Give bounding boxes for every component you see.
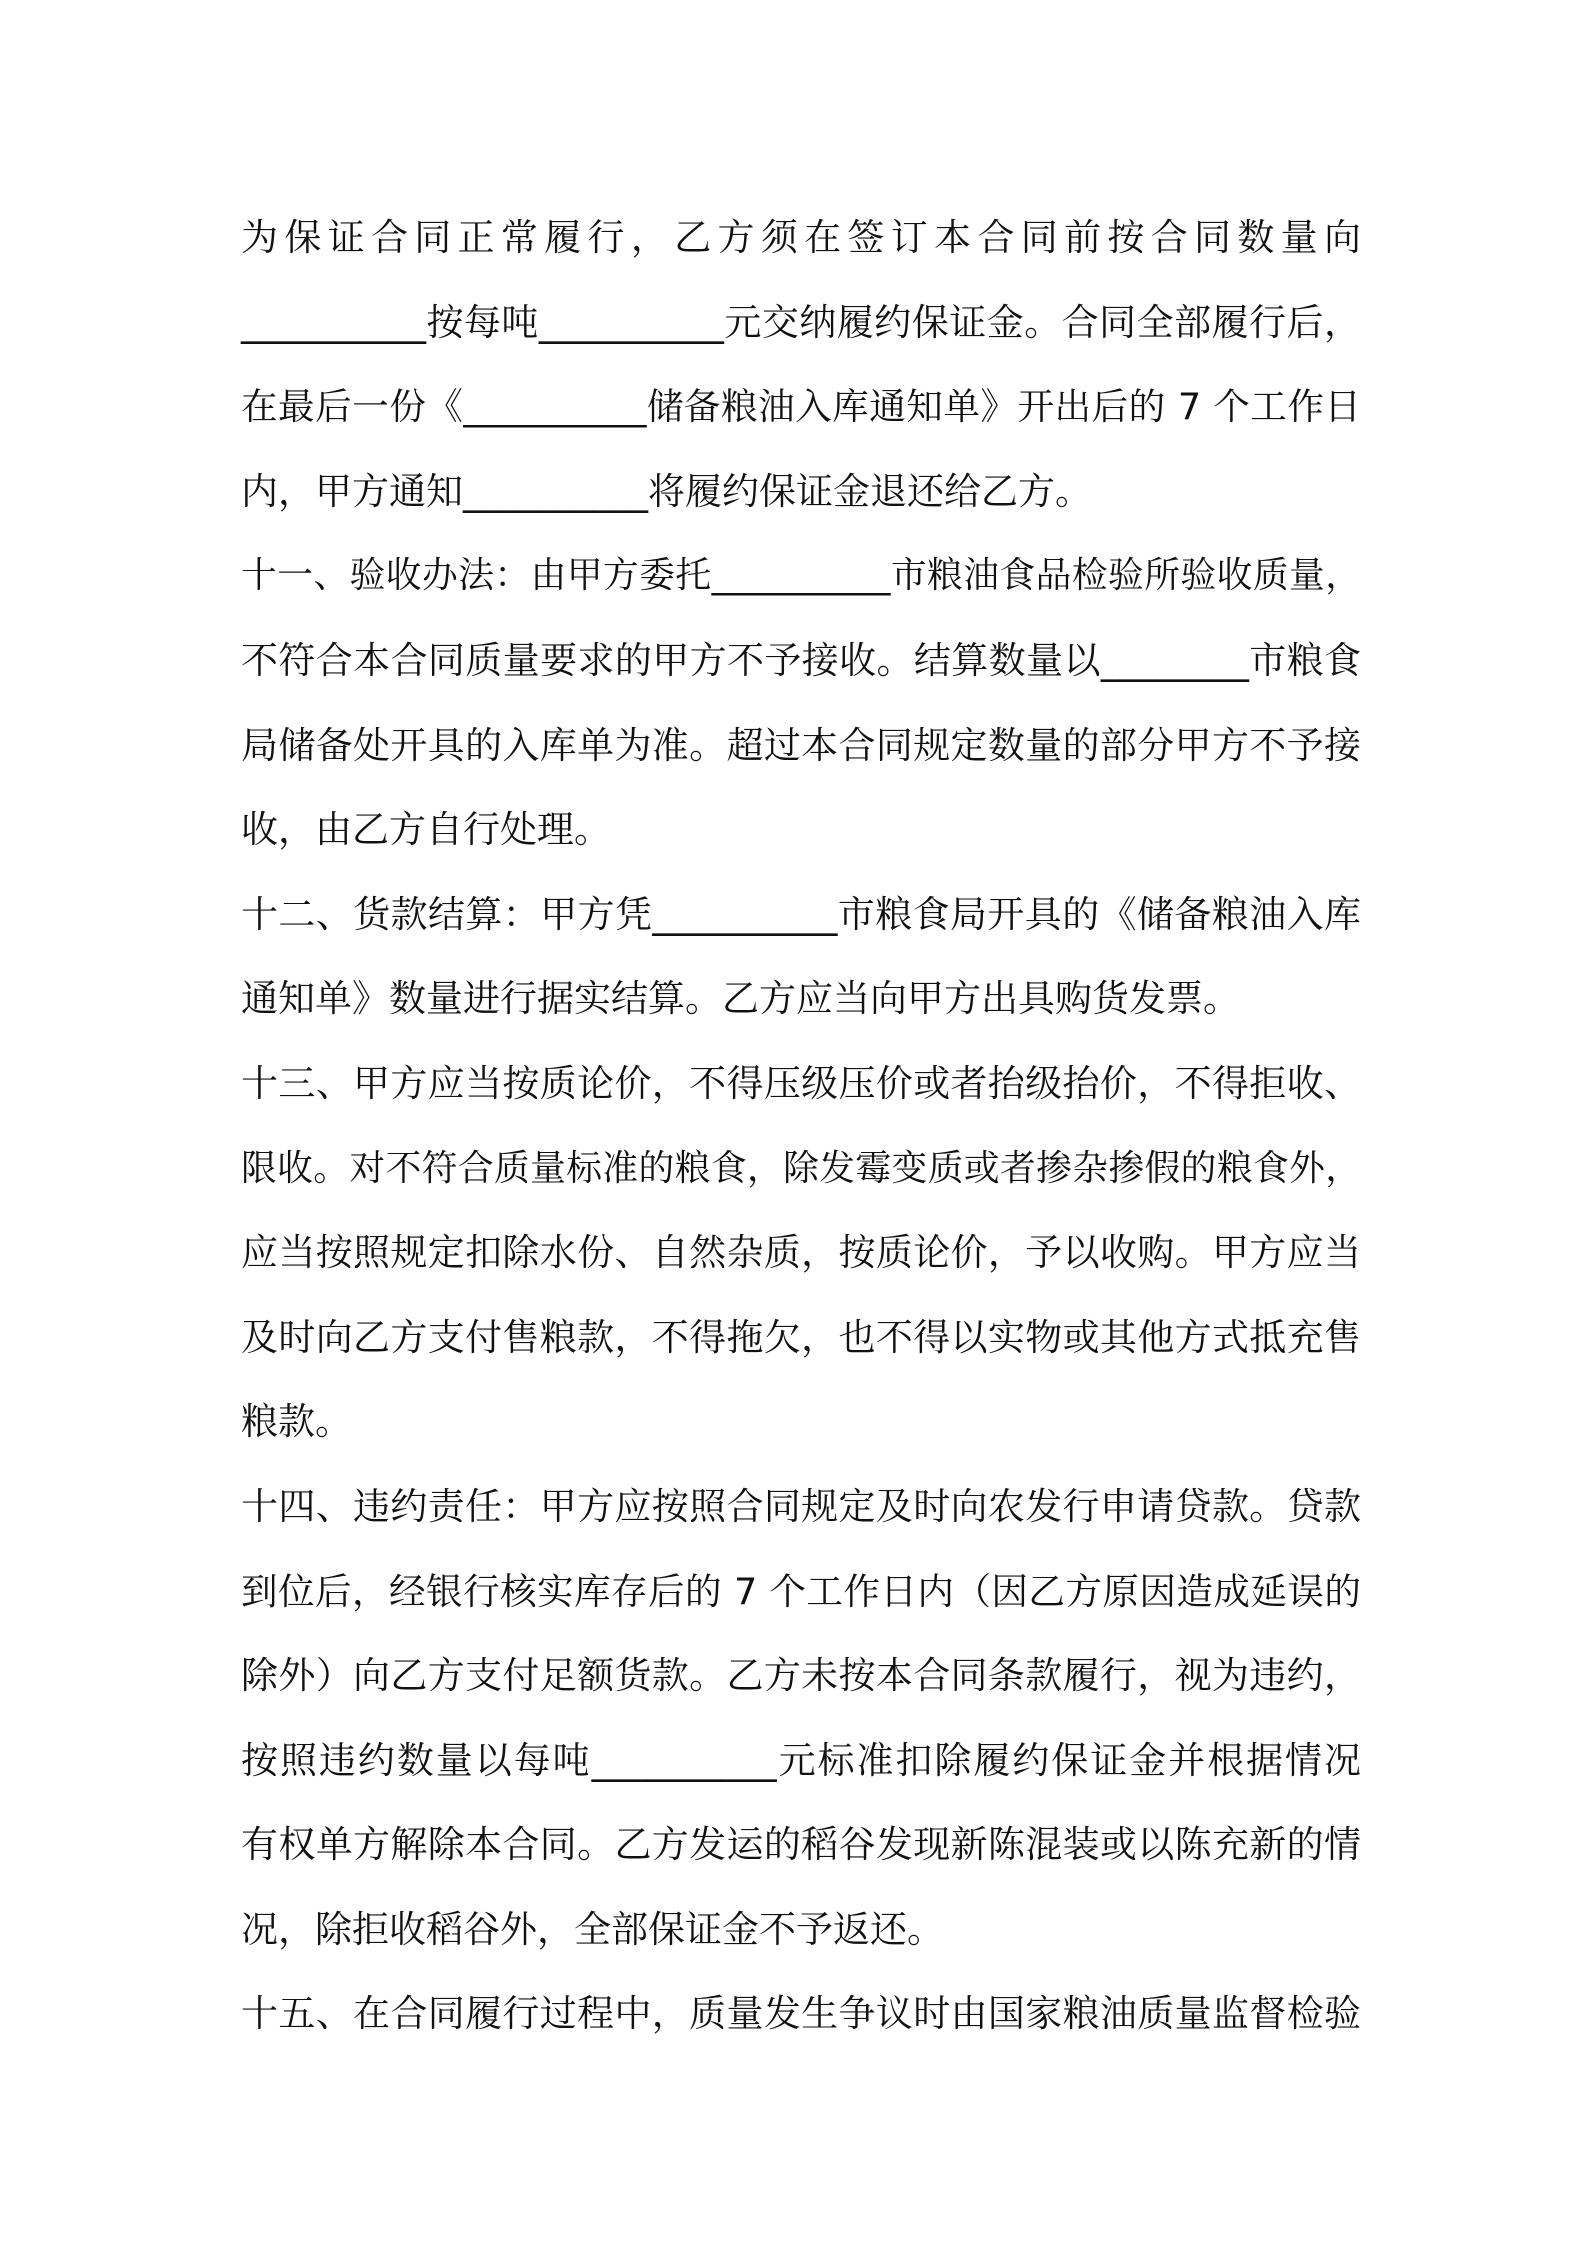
text-line: __________按每吨__________元交纳履约保证金。合同全部履行后， bbox=[241, 300, 1361, 344]
text-line: 不符合本合同质量要求的甲方不予接收。结算数量以________市粮食 bbox=[241, 638, 1361, 682]
text-line: 粮款。 bbox=[241, 1400, 352, 1444]
text-line: 收，由乙方自行处理。 bbox=[241, 808, 611, 852]
text-line: 局储备处开具的入库单为准。超过本合同规定数量的部分甲方不予接 bbox=[241, 723, 1361, 767]
clause-12-heading-line: 十二、货款结算：甲方凭__________市粮食局开具的《储备粮油入库 bbox=[241, 892, 1361, 936]
clause-11-heading-line: 十一、验收办法：由甲方委托__________市粮油食品检验所验收质量， bbox=[241, 555, 1361, 597]
clause-13-heading-line: 十三、甲方应当按质论价，不得压级压价或者抬级抬价，不得拒收、 bbox=[241, 1061, 1361, 1105]
clause-14-heading-line: 十四、违约责任：甲方应按照合同规定及时向农发行申请贷款。贷款 bbox=[241, 1484, 1361, 1528]
text-line: 除外）向乙方支付足额货款。乙方未按本合同条款履行，视为违约， bbox=[241, 1654, 1361, 1698]
text-line: 及时向乙方支付售粮款，不得拖欠，也不得以实物或其他方式抵充售 bbox=[241, 1315, 1361, 1359]
text-line: 况，除拒收稻谷外，全部保证金不予返还。 bbox=[241, 1907, 944, 1951]
text-line: 通知单》数量进行据实结算。乙方应当向甲方出具购货发票。 bbox=[241, 977, 1240, 1021]
contract-text-body bbox=[241, 196, 1361, 2057]
text-line: 应当按照规定扣除水份、自然杂质，按质论价，予以收购。甲方应当 bbox=[241, 1231, 1361, 1275]
text-line: 有权单方解除本合同。乙方发运的稻谷发现新陈混装或以陈充新的情 bbox=[241, 1823, 1361, 1867]
clause-15-heading-line: 十五、在合同履行过程中，质量发生争议时由国家粮油质量监督检验 bbox=[241, 1992, 1361, 2036]
text-line: 按照违约数量以每吨__________元标准扣除履约保证金并根据情况 bbox=[241, 1738, 1361, 1782]
text-line: 内，甲方通知__________将履约保证金退还给乙方。 bbox=[241, 469, 1092, 513]
text-line: 在最后一份《__________储备粮油入库通知单》开出后的 7 个工作日 bbox=[241, 385, 1361, 429]
text-line: 到位后，经银行核实库存后的 7 个工作日内（因乙方原因造成延误的 bbox=[241, 1569, 1361, 1613]
text-line: 为保证合同正常履行，乙方须在签订本合同前按合同数量向 bbox=[241, 216, 1361, 259]
text-line: 限收。对不符合质量标准的粮食，除发霉变质或者掺杂掺假的粮食外， bbox=[241, 1147, 1361, 1189]
